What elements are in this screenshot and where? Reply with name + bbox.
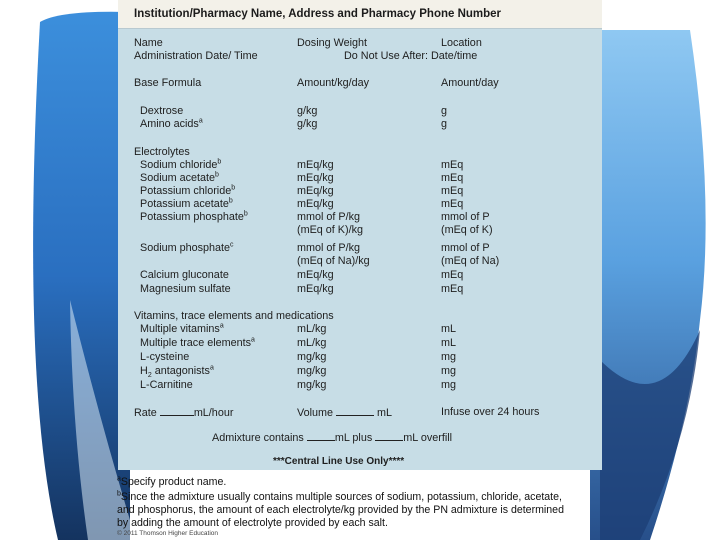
- row-label: Potassium chloride$^b$: [140, 184, 236, 197]
- row-label: Dextrose: [140, 105, 184, 117]
- row-unit-kg: mg/kg: [297, 351, 327, 363]
- row-label: Amino acids$^a$: [140, 117, 203, 130]
- base-formula-heading: Base Formula: [134, 77, 202, 89]
- do-not-use-label: Do Not Use After: Date/time: [344, 50, 478, 62]
- footnote-b-line-3: by adding the amount of electrolyte provided by each salt.: [117, 517, 388, 529]
- admixture-blank-2: [375, 431, 403, 441]
- vitamins-heading: Vitamins, trace elements and medications: [134, 310, 334, 322]
- row-unit-kg: mEq/kg: [297, 198, 334, 210]
- row-unit-day: (mEq of Na): [441, 255, 500, 267]
- row-label: Sodium chloride$^b$: [140, 158, 222, 171]
- row-unit-kg: mEq/kg: [297, 185, 334, 197]
- admin-date-label: Administration Date/ Time: [134, 50, 258, 62]
- row-unit-day: mEq: [441, 283, 464, 295]
- row-label: Sodium phosphate$^c$: [140, 241, 234, 254]
- volume-unit: mL: [377, 407, 393, 419]
- footnote-b-line-2: and phosphorus, the amount of each electrolyte/kg provided by the PN admixture is determined: [117, 504, 564, 516]
- row-unit-kg: g/kg: [297, 118, 318, 130]
- row-unit-kg: mL/kg: [297, 323, 327, 335]
- row-unit-day: mg: [441, 351, 456, 363]
- row-label: L-Carnitine: [140, 379, 193, 391]
- row-unit-kg: mEq/kg: [297, 283, 334, 295]
- volume-blank: [336, 406, 374, 416]
- row-unit-kg: mEq/kg: [297, 269, 334, 281]
- admixture-line: [212, 431, 452, 445]
- infuse-label: Infuse over 24 hours: [441, 406, 540, 418]
- row-unit-day: mEq: [441, 198, 464, 210]
- row-unit-day: mEq: [441, 185, 464, 197]
- row-unit-day: mEq: [441, 172, 464, 184]
- row-unit-day: mEq: [441, 269, 464, 281]
- per-day-heading: Amount/day: [441, 77, 499, 89]
- volume-field: [297, 406, 392, 420]
- admixture-blank-1: [307, 431, 335, 441]
- row-label: Magnesium sulfate: [140, 283, 231, 295]
- row-unit-kg: (mEq of Na)/kg: [297, 255, 370, 267]
- row-unit-day: mg: [441, 379, 456, 391]
- central-line-note: ***Central Line Use Only****: [273, 456, 405, 467]
- row-unit-kg: (mEq of K)/kg: [297, 224, 363, 236]
- row-unit-kg: g/kg: [297, 105, 318, 117]
- row-unit-kg: mmol of P/kg: [297, 242, 360, 254]
- footnote-b-line-1: $^b$Since the admixture usually contains multiple sources of sodium, potassium, chloride, acetate,: [117, 490, 562, 503]
- row-label: Potassium phosphate$^b$: [140, 210, 248, 223]
- per-kg-heading: Amount/kg/day: [297, 77, 370, 89]
- row-unit-kg: mEq/kg: [297, 172, 334, 184]
- row-label: Multiple trace elements$^a$: [140, 336, 255, 349]
- admixture-ml-plus: mL plus: [334, 432, 373, 444]
- form-title: Institution/Pharmacy Name, Address and Pharmacy Phone Number: [134, 8, 502, 20]
- rate-unit: mL/hour: [193, 407, 234, 419]
- row-label: Multiple vitamins$^a$: [140, 322, 224, 335]
- electrolytes-heading: Electrolytes: [134, 146, 190, 158]
- location-label: Location: [441, 37, 482, 49]
- admixture-contains: Admixture contains: [212, 432, 304, 444]
- row-unit-kg: mEq/kg: [297, 159, 334, 171]
- copyright: © 2011 Thomson Higher Education: [117, 530, 219, 537]
- row-label: $H_2$ antagonists$^a$: [140, 364, 214, 380]
- name-label: Name: [134, 37, 163, 49]
- row-unit-day: mg: [441, 365, 456, 377]
- row-unit-day: mmol of P: [441, 242, 490, 254]
- row-unit-day: mL: [441, 323, 456, 335]
- row-unit-day: g: [441, 105, 448, 117]
- row-unit-day: g: [441, 118, 448, 130]
- volume-label: Volume: [297, 407, 334, 419]
- row-unit-kg: mmol of P/kg: [297, 211, 360, 223]
- admixture-ml-overfill: mL overfill: [403, 432, 453, 444]
- rate-label: Rate: [134, 407, 157, 419]
- row-unit-day: mEq: [441, 159, 464, 171]
- row-label: Calcium gluconate: [140, 269, 229, 281]
- row-unit-day: mmol of P: [441, 211, 490, 223]
- row-unit-kg: mL/kg: [297, 337, 327, 349]
- row-unit-kg: mg/kg: [297, 379, 327, 391]
- rate-blank: [160, 406, 194, 416]
- footnote-a: $^a$Specify product name.: [117, 475, 227, 488]
- dosing-weight-label: Dosing Weight: [297, 37, 368, 49]
- row-label: Potassium acetate$^b$: [140, 197, 233, 210]
- row-label: L-cysteine: [140, 351, 190, 363]
- rate-field: [134, 406, 233, 420]
- form-header: [118, 0, 602, 29]
- row-unit-day: mL: [441, 337, 456, 349]
- row-label: Sodium acetate$^b$: [140, 171, 219, 184]
- row-unit-kg: mg/kg: [297, 365, 327, 377]
- row-unit-day: (mEq of K): [441, 224, 493, 236]
